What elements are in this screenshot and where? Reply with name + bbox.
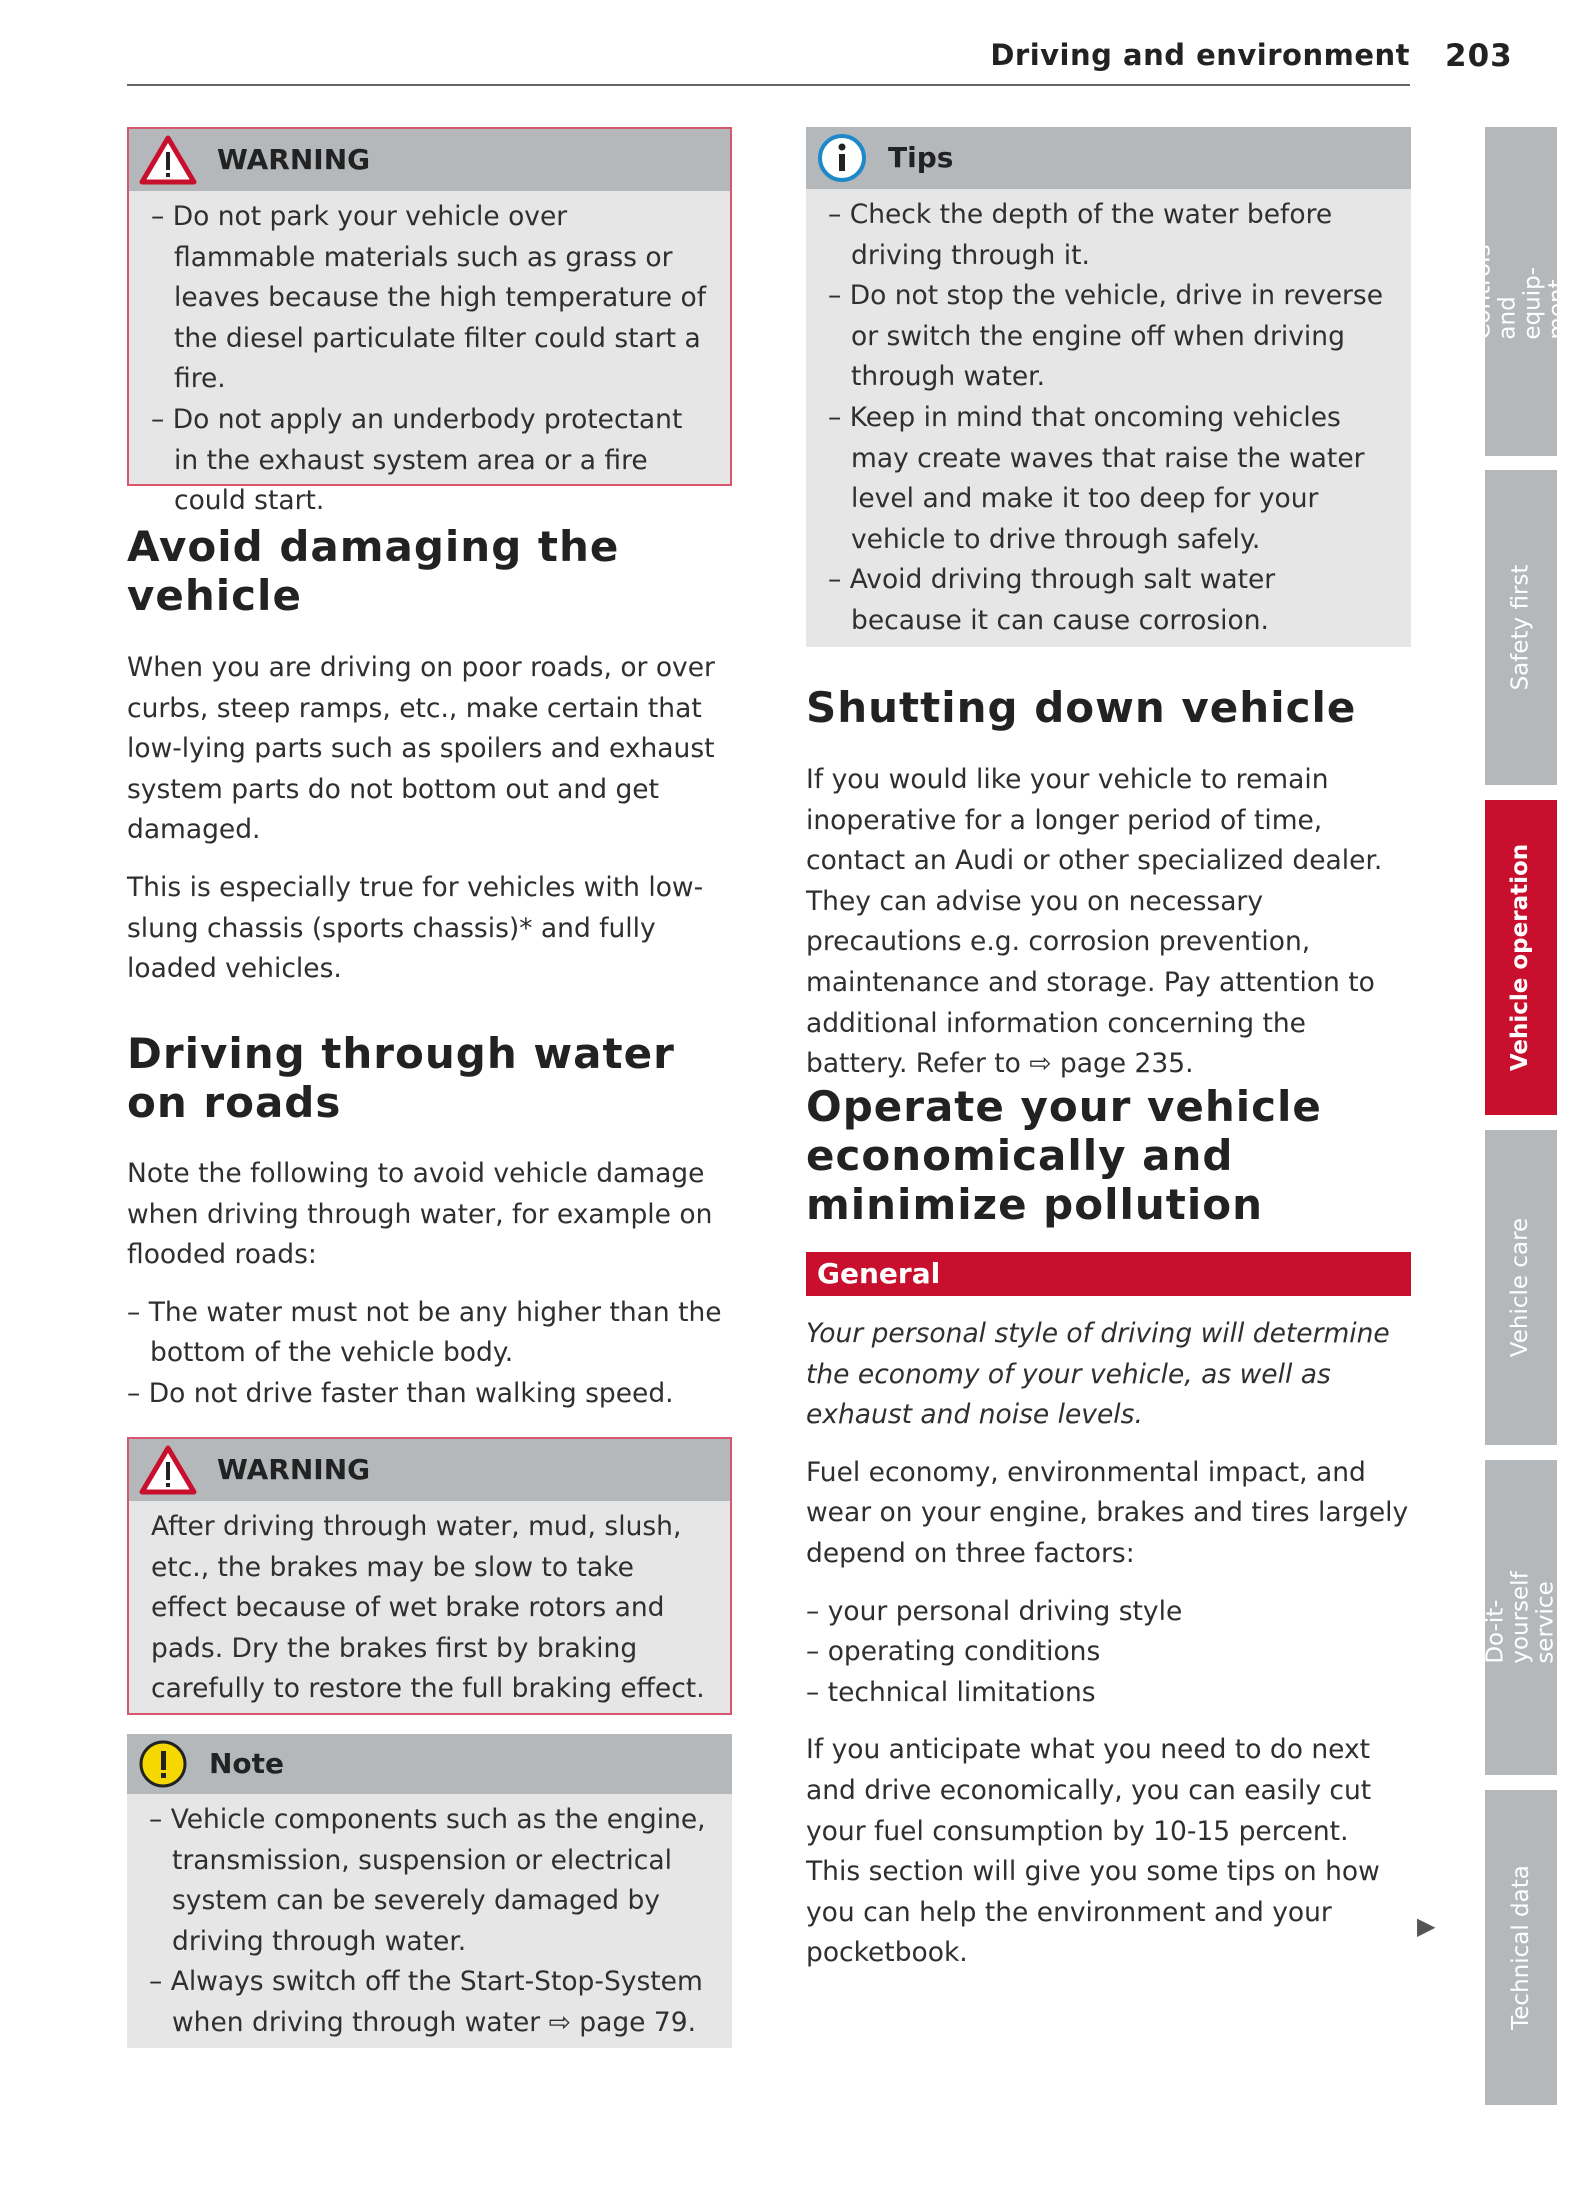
tab-label: Controls and equip-ment	[1470, 243, 1571, 340]
list-item: – Always switch off the Start-Stop-System when driving through water ⇨ page 79.	[149, 1962, 712, 2043]
heading-operate-economically: Operate your vehicle economically and minimize pollution	[806, 1082, 1322, 1229]
note-box	[127, 1734, 732, 2048]
list-item: – operating conditions	[806, 1632, 1411, 1673]
paragraph: This is especially true for vehicles with low-slung chassis (sports chassis)* and fully loaded vehicles.	[127, 871, 704, 985]
warning-triangle-icon	[139, 135, 197, 185]
tab-vehicle-care[interactable]	[1485, 1130, 1557, 1445]
section-bar-general: General	[806, 1252, 1411, 1296]
continue-arrow-icon: ▶	[1417, 1912, 1436, 1940]
list-item: – Vehicle components such as the engine, transmission, suspension or electrical system can be severely damaged by driving through water.	[149, 1800, 712, 1962]
tab-safety-first[interactable]	[1485, 470, 1557, 785]
warning-label: WARNING	[217, 142, 371, 176]
tab-controls-equipment[interactable]	[1470, 127, 1571, 456]
list-item: – Avoid driving through salt water because it can cause corrosion.	[828, 560, 1391, 641]
warning-label: WARNING	[217, 1452, 371, 1486]
tab-vehicle-operation[interactable]	[1485, 800, 1557, 1115]
tab-label: Safety first	[1507, 564, 1534, 691]
info-icon	[816, 132, 868, 184]
tab-technical-data[interactable]	[1485, 1790, 1557, 2105]
note-label: Note	[209, 1746, 285, 1780]
warning-box-heat	[127, 127, 732, 517]
water-text	[127, 1154, 732, 1415]
list-item: – Do not stop the vehicle, drive in reverse or switch the engine off when driving through water.	[828, 276, 1391, 398]
list-item: – technical limitations	[806, 1673, 1411, 1714]
exclamation-circle-icon	[137, 1738, 189, 1790]
tab-label: Vehicle operation	[1507, 843, 1534, 1072]
shutting-down-text: If you would like your vehicle to remain inoperative for a longer period of time, contact an Audi or other specialized dealer. They can advise you on necessary precautions e.g. corrosion prevention, maintenance and storage. Pay attention to additional information concerning the battery. Refer to ⇨ page 235.	[806, 764, 1383, 1080]
heading-avoid-damage: Avoid damaging the vehicle	[127, 522, 620, 620]
list-item: – Do not apply an underbody protectant in the exhaust system area or a fire could start.	[151, 400, 710, 522]
avoid-damage-text	[127, 648, 732, 1007]
page-number: 203	[1445, 38, 1513, 74]
economy-text	[806, 1314, 1411, 1991]
tab-label: Do-it-yourself service	[1482, 1571, 1559, 1664]
tips-label: Tips	[888, 140, 954, 174]
warning-text: After driving through water, mud, slush, etc., the brakes may be slow to take effect because of wet brake rotors and pads. Dry the brakes first by braking carefully to restore the full braking effect.	[151, 1511, 705, 1705]
list-item: – Do not drive faster than walking speed.	[127, 1374, 732, 1415]
tab-label: Vehicle care	[1507, 1217, 1534, 1358]
heading-shutting-down: Shutting down vehicle	[806, 683, 1357, 732]
header-rule	[127, 84, 1410, 86]
list-item: – your personal driving style	[806, 1592, 1411, 1633]
tips-box	[806, 127, 1411, 647]
list-item: – Do not park your vehicle over flammable materials such as grass or leaves because the high temperature of the diesel particulate filter could start a fire.	[151, 197, 710, 400]
running-header: Driving and environment	[990, 38, 1410, 72]
list-item: – The water must not be any higher than the bottom of the vehicle body.	[127, 1293, 732, 1374]
paragraph: Fuel economy, environmental impact, and wear on your engine, brakes and tires largely depend on three factors:	[806, 1456, 1409, 1569]
paragraph: When you are driving on poor roads, or over curbs, steep ramps, etc., make certain that low-lying parts such as spoilers and exhaust system parts do not bottom out and get damaged.	[127, 652, 715, 846]
tab-do-it-yourself[interactable]	[1482, 1460, 1559, 1775]
paragraph: If you anticipate what you need to do next and drive economically, you can easily cut your fuel consumption by 10-15 percent. This section will give you some tips on how you can help the environment and your pocketbook.	[806, 1734, 1380, 1969]
heading-driving-through-water: Driving through water on roads	[127, 1029, 675, 1127]
list-item: – Keep in mind that oncoming vehicles may create waves that raise the water level and make it too deep for your vehicle to drive through safely.	[828, 398, 1391, 560]
paragraph: Note the following to avoid vehicle damage when driving through water, for example on flooded roads:	[127, 1158, 713, 1271]
intro-paragraph: Your personal style of driving will determine the economy of your vehicle, as well as exhaust and noise levels.	[806, 1318, 1390, 1431]
warning-box-brakes	[127, 1437, 732, 1715]
warning-triangle-icon	[139, 1445, 197, 1495]
tab-label: Technical data	[1507, 1865, 1534, 2030]
list-item: – Check the depth of the water before driving through it.	[828, 195, 1391, 276]
